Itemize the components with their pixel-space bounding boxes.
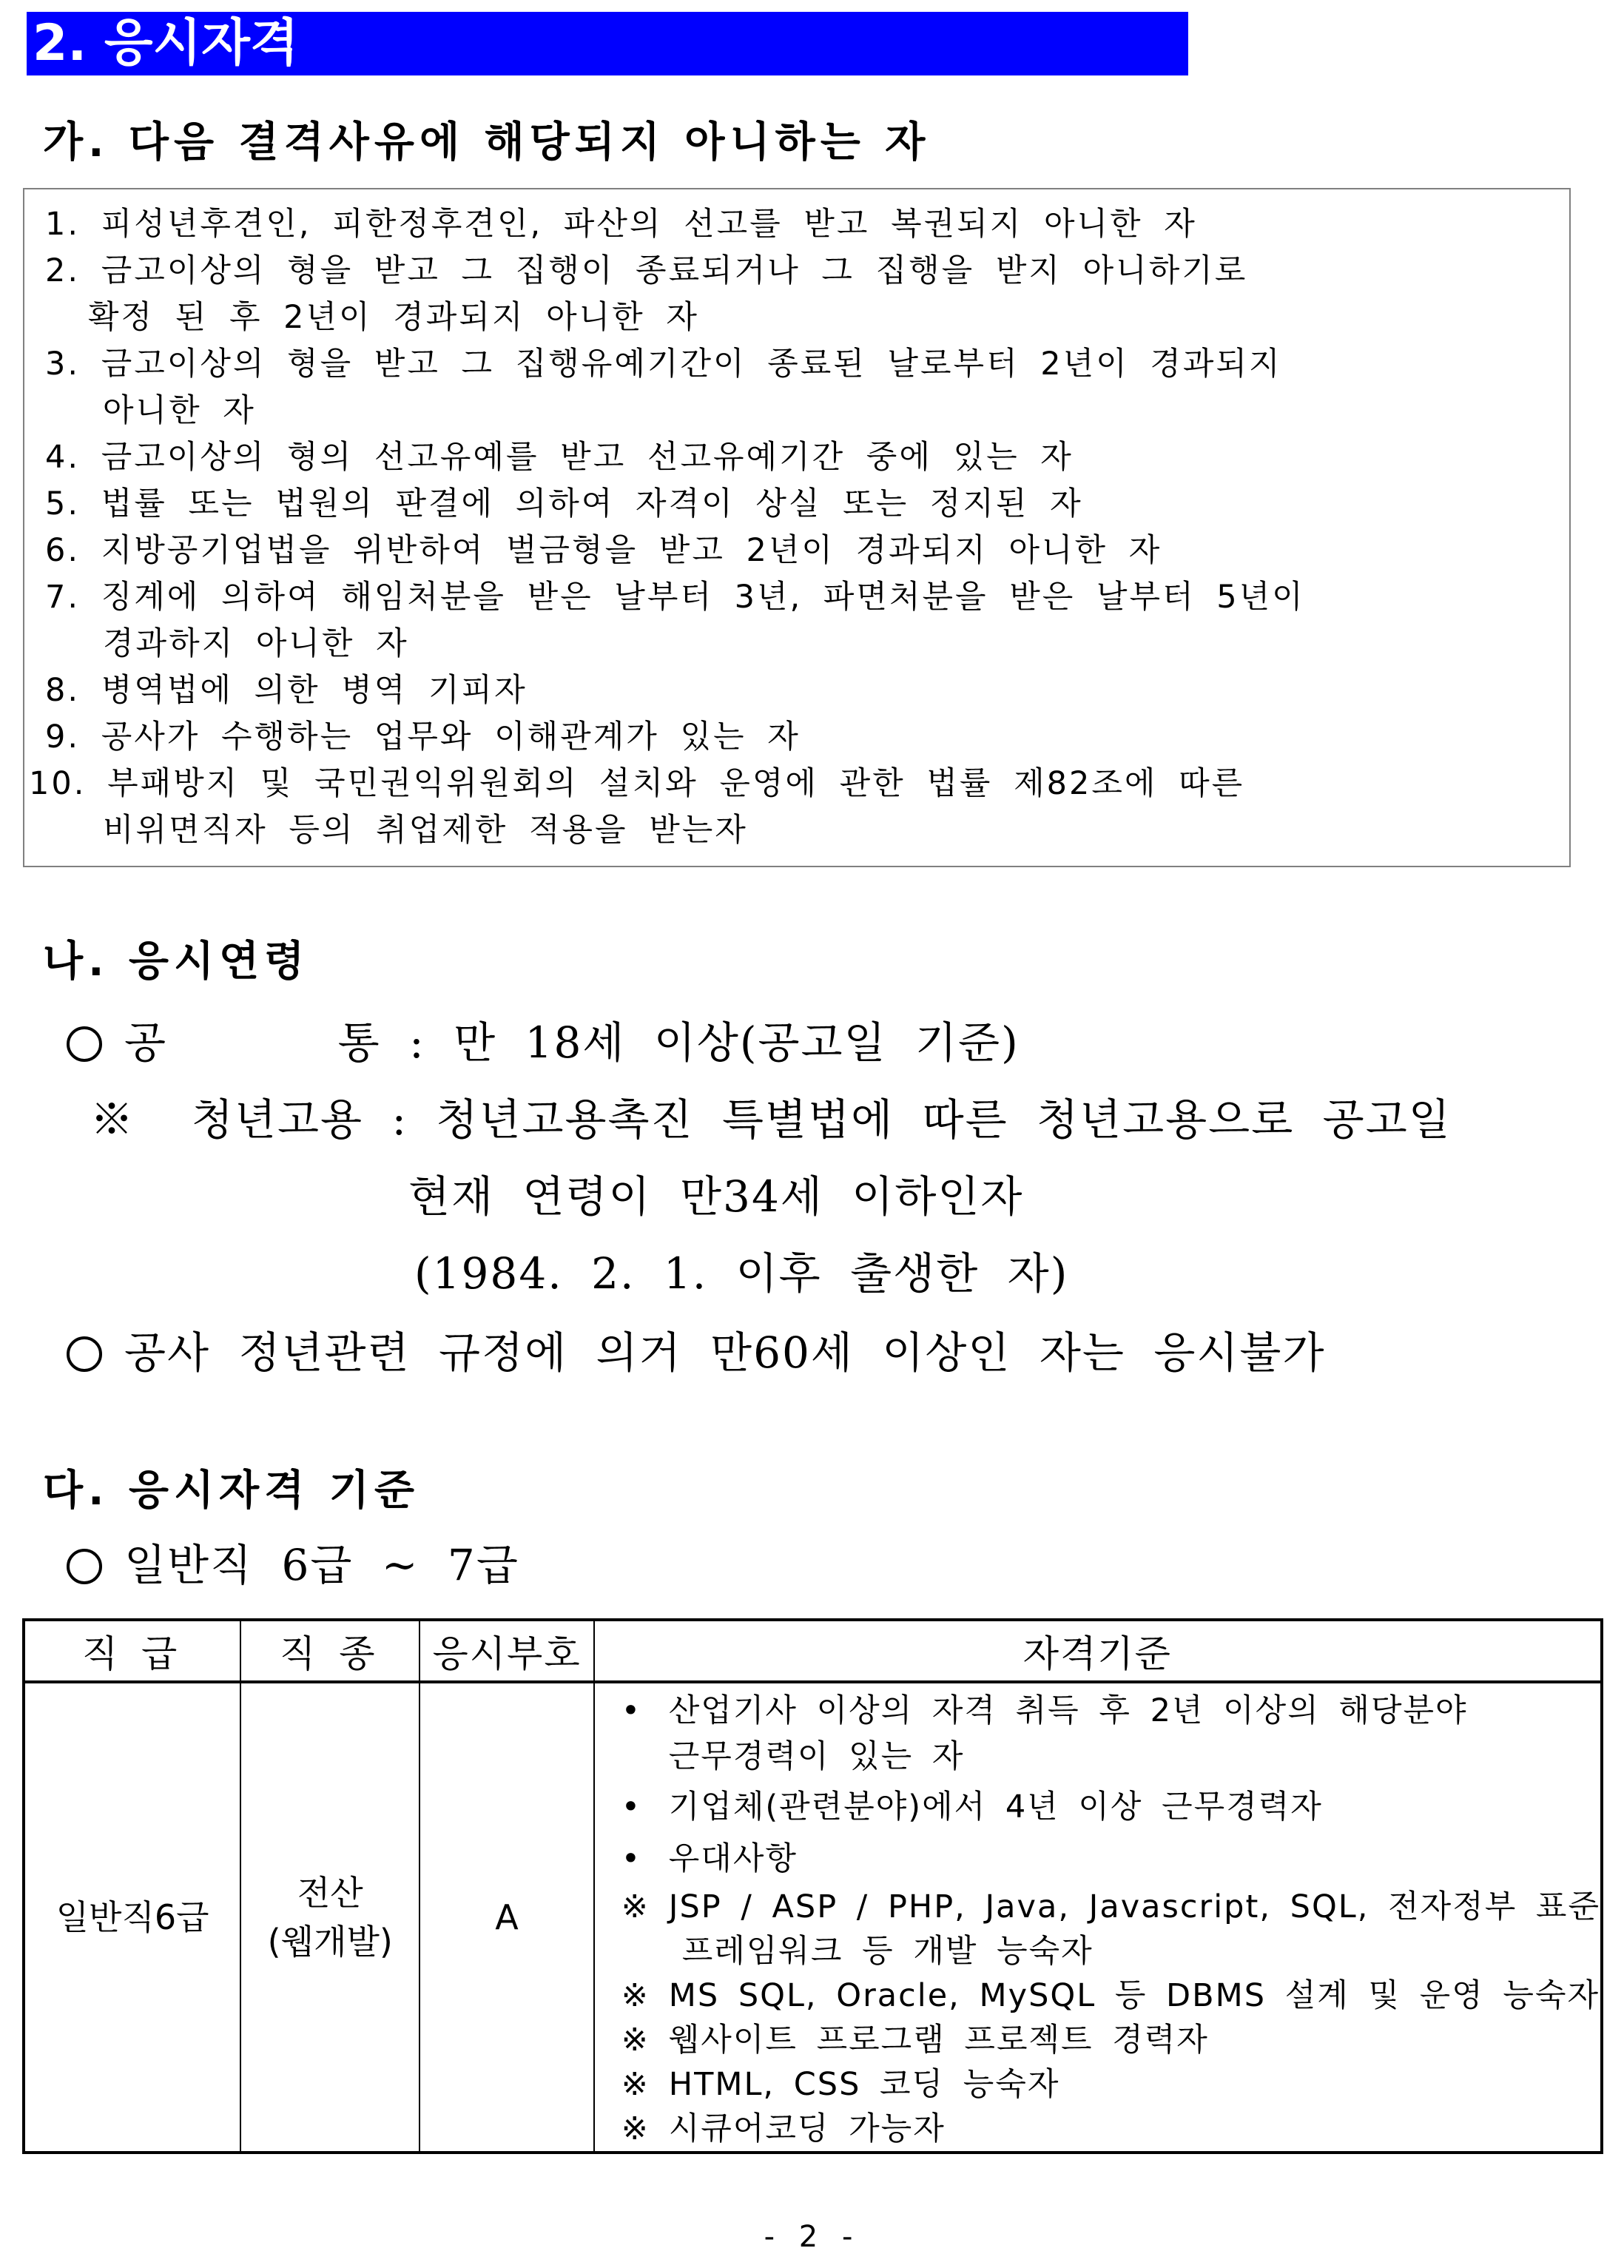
bullet-icon: •	[621, 1789, 642, 1825]
reference-mark-icon: ※	[621, 2066, 650, 2103]
circle-bullet-icon	[67, 1026, 102, 1062]
age-heading: 나. 응시연령	[43, 938, 310, 986]
header-job-type: 직 종	[240, 1620, 420, 1682]
criteria-bullet: • 산업기사 이상의 자격 취득 후 2년 이상의 해당분야	[595, 1688, 1600, 1734]
bullet-icon: •	[621, 1692, 642, 1729]
criteria-note: ※ JSP / ASP / PHP, Java, Javascript, SQL, 전자정부 표준	[595, 1882, 1600, 1929]
reference-mark-icon: ※	[621, 1977, 650, 2014]
disqualification-box	[23, 188, 1571, 867]
criteria-note: ※ 시큐어코딩 가능자	[595, 2107, 1600, 2151]
criteria-grade-line: 일반직 6급 ~ 7급	[67, 1532, 519, 1598]
header-grade: 직 급	[24, 1620, 240, 1682]
list-item-continued: 경과하지 아니한 자	[103, 625, 409, 662]
list-item: 7. 징계에 의하여 해임처분을 받은 날부터 3년, 파면처분을 받은 날부터 5년이	[45, 579, 1305, 616]
criteria-heading: 다. 응시자격 기준	[43, 1467, 420, 1515]
reference-mark-icon: ※	[90, 1094, 135, 1145]
list-item: 3. 금고이상의 형을 받고 그 집행유예기간이 종료된 날로부터 2년이 경과되지	[45, 346, 1282, 383]
list-item: 5. 법률 또는 법원의 판결에 의하여 자격이 상실 또는 정지된 자	[45, 485, 1083, 522]
page-number: - 2 -	[764, 2220, 860, 2254]
list-item: 2. 금고이상의 형을 받고 그 집행이 종료되거나 그 집행을 받지 아니하기로	[45, 252, 1248, 289]
criteria-bullet: • 기업체(관련분야)에서 4년 이상 근무경력자	[595, 1780, 1600, 1830]
list-item-continued: 확정 된 후 2년이 경과되지 아니한 자	[88, 299, 699, 336]
criteria-note-continued: 프레임워크 등 개발 능숙자	[681, 1933, 1094, 1970]
table-header-row	[24, 1620, 1602, 1682]
header-criteria: 자격기준	[594, 1620, 1602, 1682]
age-retirement: 공사 정년관련 규정에 의거 만60세 이상인 자는 응시불가	[67, 1319, 1325, 1386]
bullet-icon: •	[621, 1840, 642, 1877]
cell-criteria	[594, 1682, 1602, 2153]
reference-mark-icon: ※	[621, 2110, 650, 2147]
criteria-bullet-continued: 근무경력이 있는 자	[668, 1738, 965, 1775]
list-item: 10. 부패방지 및 국민권익위원회의 설치와 운영에 관한 법률 제82조에 따른	[29, 765, 1245, 802]
section-title: 2. 응시자격	[33, 14, 299, 73]
circle-bullet-icon	[67, 1549, 102, 1584]
list-item: 8. 병역법에 의한 병역 기피자	[45, 672, 528, 709]
reference-mark-icon: ※	[621, 2022, 650, 2059]
cell-job-type: 전산 (웹개발)	[240, 1682, 420, 2153]
list-item: 4. 금고이상의 형의 선고유예를 받고 선고유예기간 중에 있는 자	[45, 439, 1074, 476]
list-item: 6. 지방공기업법을 위반하여 벌금형을 받고 2년이 경과되지 아니한 자	[45, 532, 1162, 569]
age-youth-birthdate: (1984. 2. 1. 이후 출생한 자)	[414, 1248, 1069, 1299]
age-youth: ※ 청년고용 : 청년고용촉진 특별법에 따른 청년고용으로 공고일	[90, 1094, 1452, 1145]
cell-grade: 일반직6급	[24, 1682, 240, 2153]
disqualification-heading: 가. 다음 결격사유에 해당되지 아니하는 자	[43, 118, 931, 166]
criteria-note: ※ 웹사이트 프로그램 프로젝트 경력자	[595, 2018, 1600, 2062]
cell-code: A	[420, 1682, 593, 2153]
circle-bullet-icon	[67, 1336, 102, 1372]
list-item-continued: 비위면직자 등의 취업제한 적용을 받는자	[103, 812, 748, 849]
criteria-bullet: • 우대사항	[595, 1830, 1600, 1882]
qualification-table	[22, 1618, 1603, 2154]
list-item: 9. 공사가 수행하는 업무와 이해관계가 있는 자	[45, 719, 801, 756]
criteria-note: ※ HTML, CSS 코딩 능숙자	[595, 2062, 1600, 2107]
age-youth-continued: 현재 연령이 만34세 이하인자	[408, 1171, 1024, 1222]
table-row	[24, 1682, 1602, 2153]
section-title-bar	[27, 12, 1188, 75]
header-code: 응시부호	[420, 1620, 593, 1682]
list-item: 1. 피성년후견인, 피한정후견인, 파산의 선고를 받고 복권되지 아니한 자	[45, 206, 1197, 243]
reference-mark-icon: ※	[621, 1888, 650, 1925]
list-item-continued: 아니한 자	[103, 392, 256, 429]
criteria-note: ※ MS SQL, Oracle, MySQL 등 DBMS 설계 및 운영 능숙자	[595, 1973, 1600, 2018]
age-common: 공 통 : 만 18세 이상(공고일 기준)	[67, 1009, 1020, 1076]
